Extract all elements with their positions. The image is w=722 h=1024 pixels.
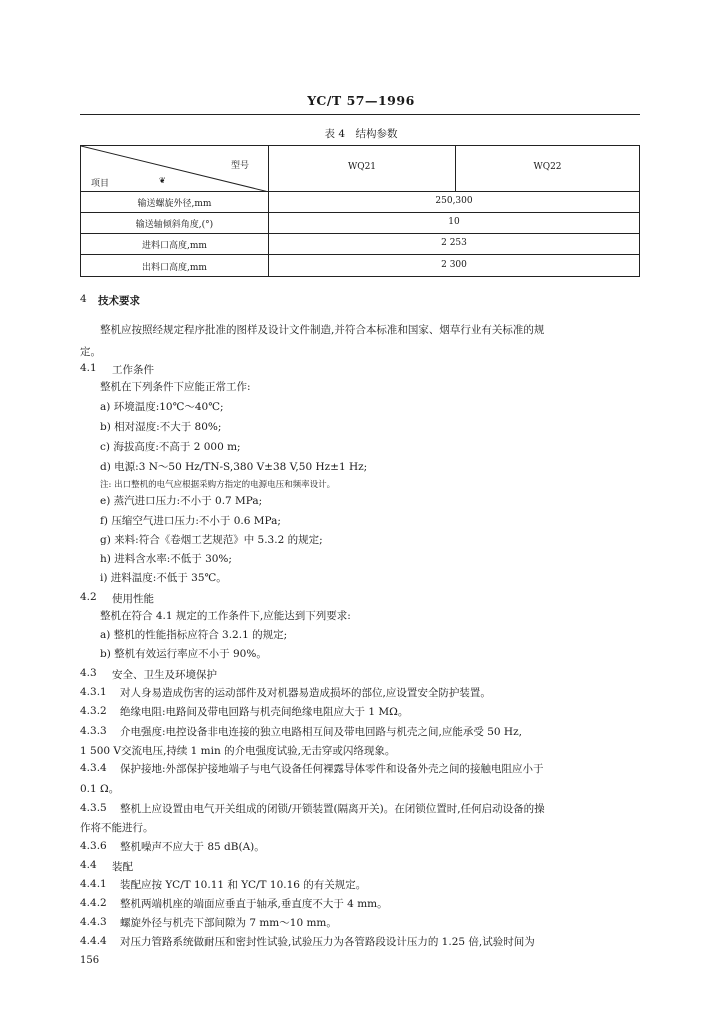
paragraph: 装配应按 YC/T 10.11 和 YC/T 10.16 的有关规定。 [120,879,367,891]
paragraph: 整机噪声不应大于 85 dB(A)。 [120,841,265,853]
list-item: e) 蒸汽进口压力:不小于 0.7 MPa; [100,495,263,507]
paragraph: 保护接地:外部保护接地端子与电气设备任何裸露导体零件和设备外壳之间的接触电阻应小于 [120,763,544,775]
note: 注: 出口整机的电气应根据采购方指定的电源电压和频率设计。 [100,480,336,490]
corner-label-item: 项目 [91,179,110,189]
section-number: 4.3.5 [80,802,107,814]
section-number: 4.4.4 [80,935,107,947]
list-item: f) 压缩空气进口压力:不小于 0.6 MPa; [100,515,281,527]
paragraph: 整机应按照经规定程序批准的图样及设计文件制造,并符合本标准和国家、烟草行业有关标准的规 [100,324,545,336]
leaf-icon: ❦ [159,176,166,185]
section-title: 装配 [112,861,133,873]
list-item: d) 电源:3 N～50 Hz/TN-S,380 V±38 V,50 Hz±1 Hz; [100,461,368,473]
table-row-value: 250,300 [435,196,473,206]
header-wq22: WQ22 [533,162,562,172]
section-number: 4.3.2 [80,705,107,717]
paragraph: 作将不能进行。 [80,822,154,834]
list-item: b) 整机有效运行率应不小于 90%。 [100,648,267,660]
header-wq21: WQ21 [347,162,377,172]
section-number: 4.3 [80,667,97,679]
paragraph: 0.1 Ω。 [80,783,120,795]
table-row-value: 2 300 [441,260,467,270]
paragraph: 对人身易造成伤害的运动部件及对机器易造成损坏的部位,应设置安全防护装置。 [120,687,491,699]
paragraph: 绝缘电阻:电路间及带电回路与机壳间绝缘电阻应大于 1 MΩ。 [120,706,409,718]
section-number: 4.4.3 [80,916,107,928]
section-number: 4.3.6 [80,840,107,852]
table-row-value: 10 [448,217,460,227]
table-row-line [81,233,639,234]
section-number: 4.3.3 [80,725,107,737]
table-header-line [81,191,639,192]
paragraph: 1 500 V交流电压,持续 1 min 的介电强度试验,无击穿或闪络现象。 [80,745,396,757]
paragraph: 对压力管路系统做耐压和密封性试验,试验压力为各管路段设计压力的 1.25 倍,试验时间为 [120,936,535,948]
paragraph: 定。 [80,346,101,358]
structure-parameter-table [80,145,640,277]
table-row-value: 2 253 [441,238,467,248]
page-header: YC/T 57—1996 [307,93,415,108]
section-number: 4.3.1 [80,686,107,698]
section-title: 技术要求 [98,295,140,307]
section-number: 4 [80,293,87,305]
paragraph: 整机在下列条件下应能正常工作: [100,381,251,393]
list-item: a) 整机的性能指标应符合 3.2.1 的规定; [100,629,288,641]
section-number: 4.4.2 [80,897,107,909]
section-number: 4.3.4 [80,762,107,774]
section-number: 4.1 [80,362,97,374]
paragraph: 螺旋外径与机壳下部间隙为 7 mm～10 mm。 [120,917,337,929]
list-item: i) 进料温度:不低于 35℃。 [100,572,227,584]
list-item: a) 环境温度:10℃～40℃; [100,401,224,413]
list-item: g) 来料:符合《卷烟工艺规范》中 5.3.2 的规定; [100,534,323,546]
paragraph: 整机在符合 4.1 规定的工作条件下,应能达到下列要求: [100,610,351,622]
corner-label-model: 型号 [231,161,250,171]
table-row-line [81,212,639,213]
section-title: 工作条件 [112,364,154,376]
table-row-label: 进料口高度,mm [142,241,207,251]
section-title: 使用性能 [112,593,154,605]
list-item: c) 海拔高度:不高于 2 000 m; [100,441,241,453]
table-row-label: 输送轴倾斜角度,(°) [135,220,214,230]
table-row-label: 出料口高度,mm [142,263,207,273]
table-title: 表 4 结构参数 [324,128,398,140]
header-rule [80,114,640,115]
list-item: h) 进料含水率:不低于 30%; [100,553,232,565]
paragraph: 整机两端机座的端面应垂直于轴承,垂直度不大于 4 mm。 [120,898,388,910]
table-row-label: 输送螺旋外径,mm [137,199,212,209]
list-item: b) 相对湿度:不大于 80%; [100,421,222,433]
section-number: 4.4.1 [80,878,107,890]
page-number: 156 [80,955,100,966]
paragraph: 整机上应设置由电气开关组成的闭锁/开锁装置(隔离开关)。在闭锁位置时,任何启动设备的操 [120,803,545,815]
table-row-line [81,254,639,255]
section-title: 安全、卫生及环境保护 [112,669,217,681]
paragraph: 介电强度:电控设备非电连接的独立电路相互间及带电回路与机壳之间,应能承受 50 Hz, [120,726,522,738]
section-number: 4.2 [80,591,97,603]
section-number: 4.4 [80,859,97,871]
